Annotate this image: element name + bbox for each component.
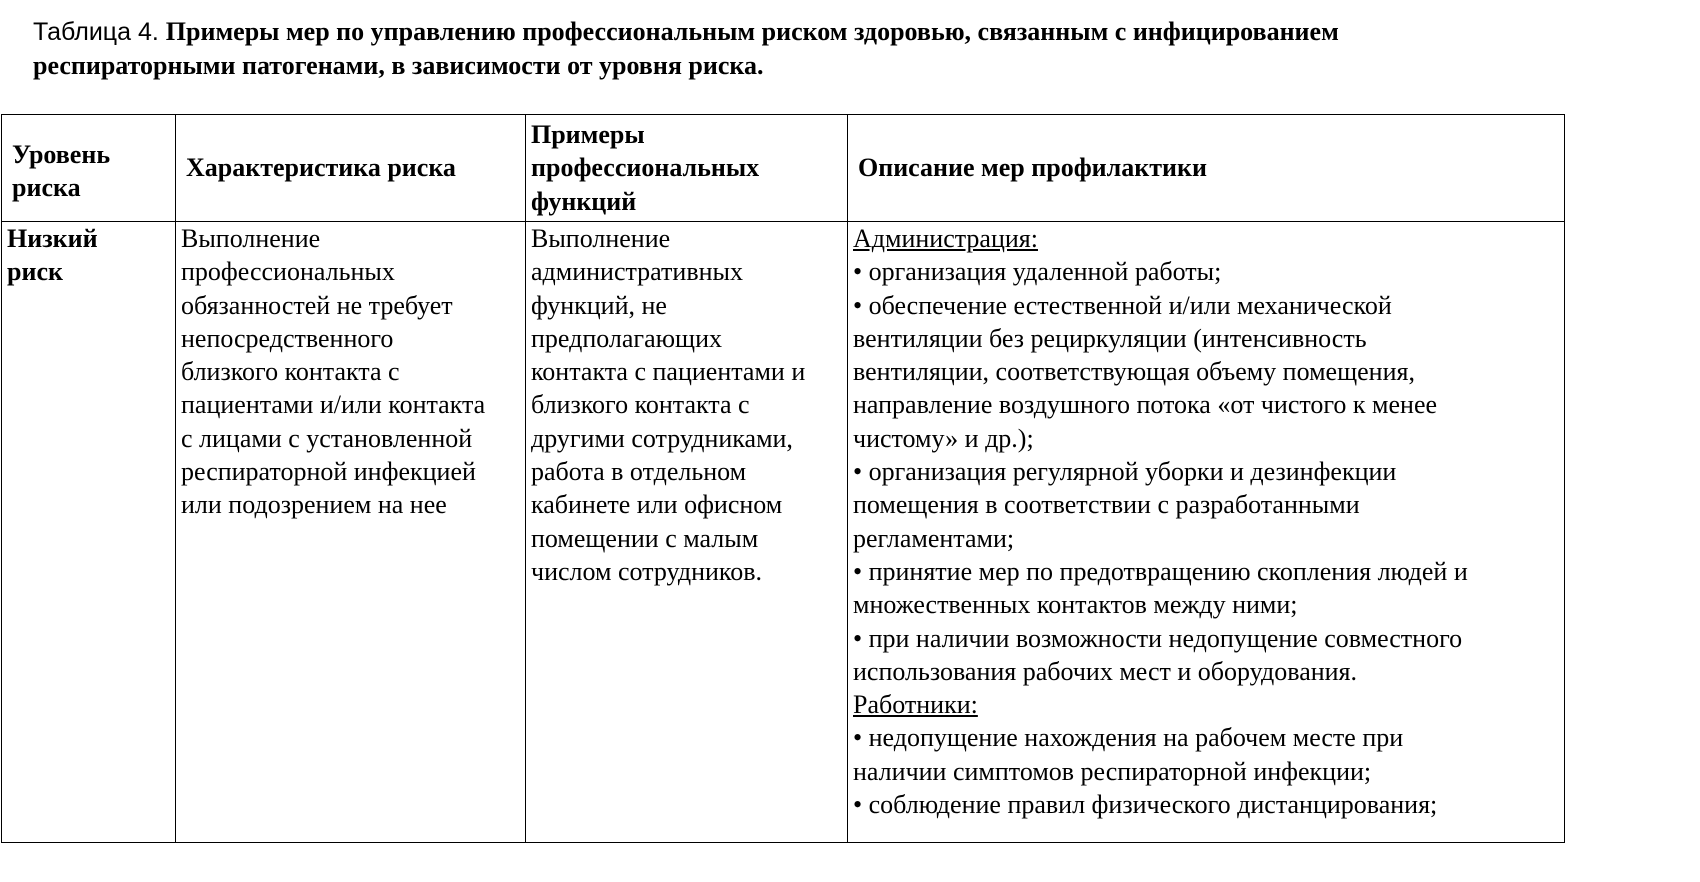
header-functions-line: профессиональных xyxy=(531,153,760,183)
functions-line: другими сотрудниками, xyxy=(531,423,793,453)
risk-level-line: риск xyxy=(7,257,63,287)
functions-line: числом сотрудников. xyxy=(531,556,763,586)
cell-risk-characteristic xyxy=(176,222,526,843)
measures-admin-line: вентиляции, соответствующая объему помещения, xyxy=(853,357,1415,387)
cell-measures xyxy=(848,222,1565,843)
measures-admin-line: • организация регулярной уборки и дезинфекции xyxy=(853,457,1397,487)
characteristic-line: близкого контакта с xyxy=(181,357,400,387)
table-row-low-risk xyxy=(2,222,1565,843)
measures-admin-line: использования рабочих мест и оборудования. xyxy=(853,656,1358,686)
measures-admin-line: • организация удаленной работы; xyxy=(853,257,1222,287)
characteristic-line: непосредственного xyxy=(181,323,394,353)
characteristic-line: профессиональных xyxy=(181,257,395,287)
functions-line: помещении с малым xyxy=(531,523,759,553)
measures-workers-heading: Работники: xyxy=(853,690,978,720)
measures-admin-line: вентиляции без рециркуляции (интенсивность xyxy=(853,323,1367,353)
measures-admin-line: чистому» и др.); xyxy=(853,423,1034,453)
header-functions-line: функций xyxy=(531,186,637,216)
header-risk-level-line: риска xyxy=(12,173,81,202)
functions-line: функций, не xyxy=(531,290,667,320)
measures-admin-heading: Администрация: xyxy=(853,224,1038,253)
measures-admin-line: • при наличии возможности недопущение совместного xyxy=(853,623,1463,653)
measures-admin-line: направление воздушного потока «от чистого к менее xyxy=(853,390,1438,420)
functions-line: предполагающих xyxy=(531,323,722,353)
table-header-row xyxy=(2,115,1565,222)
table-caption xyxy=(33,15,1533,83)
measures-admin-line: • обеспечение естественной и/или механической xyxy=(853,290,1392,320)
characteristic-line: обязанностей не требует xyxy=(181,290,453,320)
measures-admin-line: помещения в соответствии с разработанными xyxy=(853,490,1360,520)
risk-level-line: Низкий xyxy=(7,224,98,253)
characteristic-line: пациентами и/или контакта xyxy=(181,390,486,420)
caption-title: Примеры мер по управлению профессиональным риском здоровью, связанным с инфицированием респираторными патогенами, в зависимости от уровня риска. xyxy=(33,17,1339,80)
characteristic-line: Выполнение xyxy=(181,224,321,253)
header-risk-characteristic xyxy=(176,115,526,222)
header-risk-level xyxy=(2,115,176,222)
measures-workers-line: наличии симптомов респираторной инфекции; xyxy=(853,756,1372,786)
measures-workers-line: • соблюдение правил физического дистанцирования; xyxy=(853,790,1438,820)
cell-functions xyxy=(526,222,848,843)
cell-risk-level xyxy=(2,222,176,843)
header-measures-text: Описание мер профилактики xyxy=(858,153,1207,183)
functions-line: административных xyxy=(531,257,743,287)
functions-line: работа в отдельном xyxy=(531,457,747,487)
risk-measures-table xyxy=(1,114,1565,843)
measures-workers-line: • недопущение нахождения на рабочем месте при xyxy=(853,723,1404,753)
header-functions-line: Примеры xyxy=(531,120,645,150)
characteristic-line: или подозрением на нее xyxy=(181,490,447,520)
functions-line: кабинете или офисном xyxy=(531,490,783,520)
header-risk-characteristic-text: Характеристика риска xyxy=(186,153,456,183)
characteristic-line: респираторной инфекцией xyxy=(181,457,476,487)
characteristic-line: с лицами с установленной xyxy=(181,423,473,453)
caption-lead: Таблица 4. xyxy=(33,18,159,46)
functions-line: близкого контакта с xyxy=(531,390,750,420)
measures-admin-line: регламентами; xyxy=(853,523,1015,553)
measures-admin-line: множественных контактов между ними; xyxy=(853,590,1298,620)
header-functions xyxy=(526,115,848,222)
header-measures xyxy=(848,115,1565,222)
measures-admin-line: • принятие мер по предотвращению скопления людей и xyxy=(853,556,1468,586)
header-risk-level-line: Уровень xyxy=(12,139,111,169)
functions-line: Выполнение xyxy=(531,224,671,253)
functions-line: контакта с пациентами и xyxy=(531,357,806,387)
